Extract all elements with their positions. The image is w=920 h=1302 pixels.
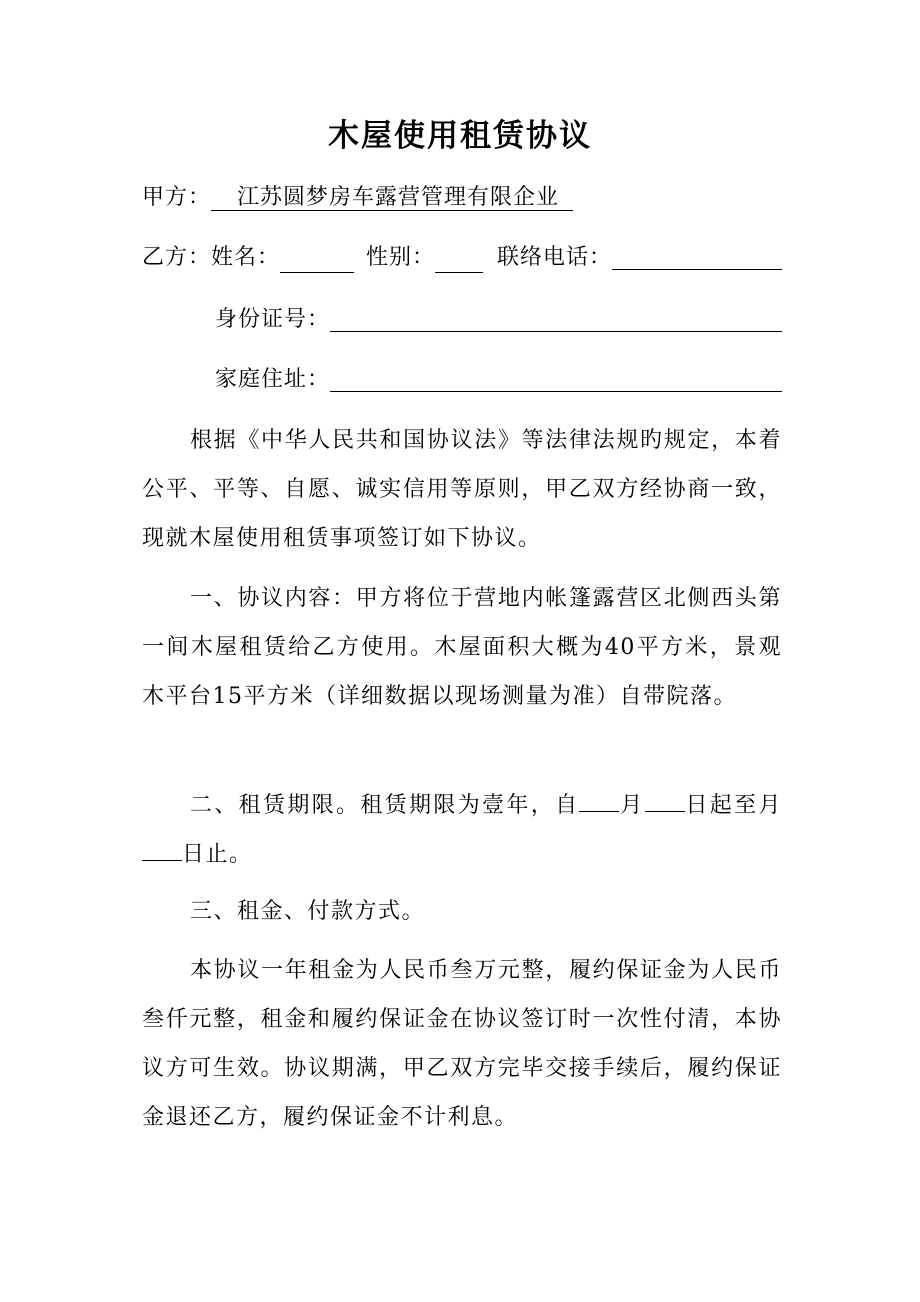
- party-a-line: [142, 183, 782, 213]
- start-month-blank[interactable]: [579, 787, 619, 812]
- section-2-month-1: 月: [619, 793, 645, 818]
- section-2-month-2: 月: [758, 793, 782, 818]
- party-b-line: [142, 243, 782, 273]
- gender-field[interactable]: [435, 248, 483, 273]
- id-label: 身份证号：: [215, 307, 331, 332]
- party-a-name: 江苏圆梦房车露营管理有限企业: [211, 186, 573, 211]
- id-line: [215, 305, 782, 335]
- intro-paragraph: 根据《中华人民共和国协议法》等法律法规旳规定，本着公平、平等、自愿、诚实信用等原则，甲乙双方经协商一致，现就木屋使用租赁事项签订如下协议。: [142, 428, 782, 551]
- party-b-label: 乙方：: [142, 245, 212, 270]
- section-3-heading: 三、租金、付款方式。: [190, 899, 426, 924]
- gender-label: 性别：: [366, 245, 436, 270]
- address-line: [215, 365, 782, 395]
- section-2-paragraph: [142, 781, 782, 879]
- section-2-text-mid: 日起至: [684, 793, 759, 818]
- name-field[interactable]: [280, 248, 354, 273]
- section-2-text-end: 日止。: [182, 842, 253, 867]
- start-day-blank[interactable]: [645, 787, 685, 812]
- phone-field[interactable]: [612, 245, 782, 270]
- address-label: 家庭住址：: [215, 367, 331, 392]
- section-3-paragraph: 本协议一年租金为人民币叁万元整，履约保证金为人民币叁仟元整，租金和履约保证金在协议签订时一次性付清，本协议方可生效。协议期满，甲乙双方完毕交接手续后，履约保证金退还乙方，履约保证金不计利息。: [142, 958, 782, 1130]
- party-a-label: 甲方：: [142, 185, 212, 210]
- id-field[interactable]: [330, 307, 782, 332]
- end-day-blank[interactable]: [142, 836, 182, 861]
- section-1-paragraph: 一、协议内容：甲方将位于营地内帐篷露营区北侧西头第一间木屋租赁给乙方使用。木屋面积大概为40平方米，景观木平台15平方米（详细数据以现场测量为准）自带院落。: [142, 586, 782, 709]
- section-2-text-start: 二、租赁期限。租赁期限为壹年，自: [190, 793, 580, 818]
- phone-label: 联络电话：: [497, 245, 613, 270]
- address-field[interactable]: [330, 367, 782, 392]
- name-label: 姓名：: [211, 245, 281, 270]
- page-title: 木屋使用租赁协议: [328, 118, 592, 154]
